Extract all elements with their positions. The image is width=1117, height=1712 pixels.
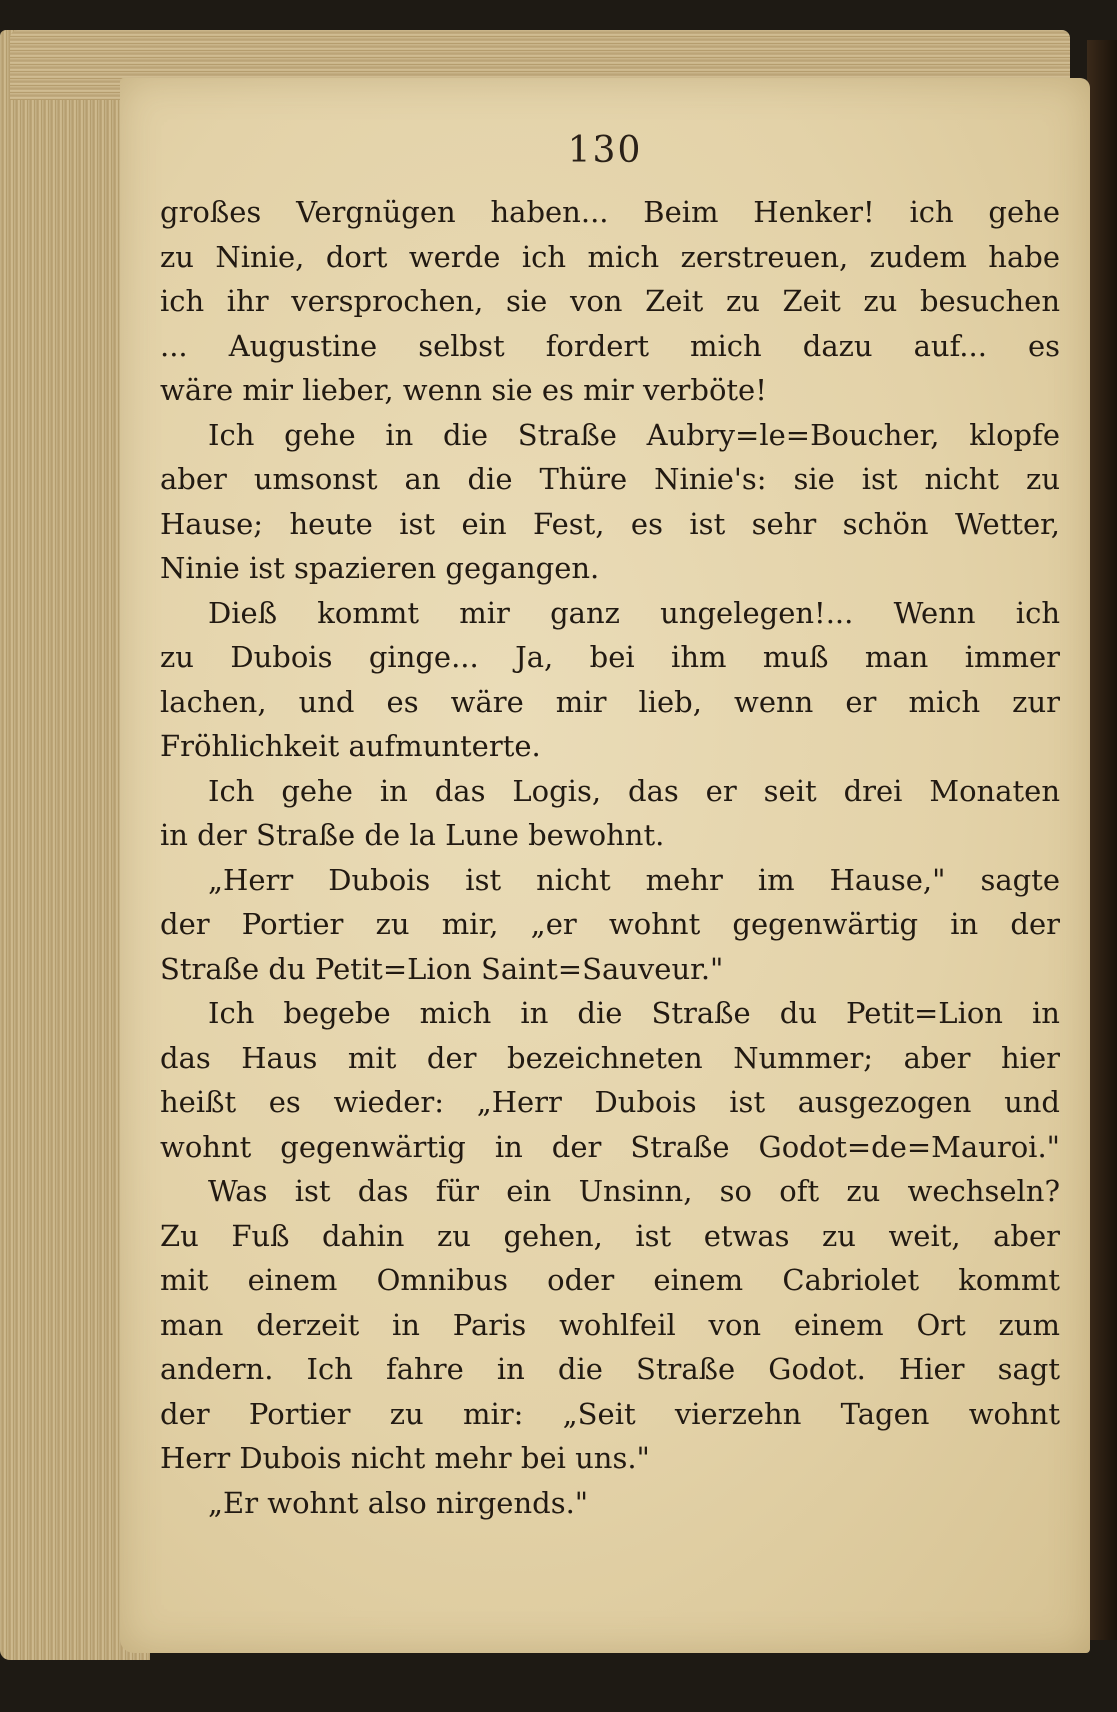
text-line: Hause; heute ist ein Fest, es ist sehr schön Wetter, <box>160 506 1060 541</box>
text-line: der Portier zu mir: „Seit vierzehn Tagen wohnt <box>160 1396 1060 1431</box>
text-line: ich ihr versprochen, sie von Zeit zu Zeit zu besuchen <box>160 284 1060 318</box>
text-line: lachen, und es wäre mir lieb, wenn er mich zur <box>160 684 1060 719</box>
text-line: Ich gehe in das Logis, das er seit drei Monaten <box>208 773 1060 808</box>
text-line: Dieß kommt mir ganz ungelegen!... Wenn ich <box>208 595 1060 630</box>
text-line: ... Augustine selbst fordert mich dazu auf... es <box>160 328 1060 363</box>
text-line: in der Straße de la Lune bewohnt. <box>160 818 665 852</box>
text-line: andern. Ich fahre in die Straße Godot. Hier sagt <box>160 1352 1060 1386</box>
text-line: Ich gehe in die Straße Aubry=le=Boucher, klopfe <box>208 417 1060 452</box>
text-line: der Portier zu mir, „er wohnt gegenwärtig in der <box>160 907 1060 941</box>
text-line: zu Ninie, dort werde ich mich zerstreuen, zudem habe <box>160 239 1060 274</box>
text-line: man derzeit in Paris wohlfeil von einem Ort zum <box>160 1307 1060 1342</box>
text-line: wohnt gegenwärtig in der Straße Godot=de=Mauroi." <box>160 1129 1060 1164</box>
book-spine <box>1087 40 1117 1640</box>
text-line: Was ist das für ein Unsinn, so oft zu wechseln? <box>208 1174 1060 1208</box>
text-line: mit einem Omnibus oder einem Cabriolet kommt <box>160 1263 1060 1297</box>
text-line: „Herr Dubois ist nicht mehr im Hause," sagte <box>208 862 1060 897</box>
text-line: heißt es wieder: „Herr Dubois ist ausgezogen und <box>160 1085 1060 1119</box>
text-line: Zu Fuß dahin zu gehen, ist etwas zu weit, aber <box>160 1218 1060 1253</box>
text-line: Straße du Petit=Lion Saint=Sauveur." <box>160 951 724 986</box>
text-line: „Er wohnt also nirgends." <box>208 1485 589 1520</box>
text-line: Ninie ist spazieren gegangen. <box>160 551 600 585</box>
text-line: das Haus mit der bezeichneten Nummer; aber hier <box>160 1040 1060 1075</box>
page-number: 130 <box>567 130 643 171</box>
text-line: Ich begebe mich in die Straße du Petit=Lion in <box>208 996 1060 1030</box>
text-line: Herr Dubois nicht mehr bei uns." <box>160 1441 650 1475</box>
text-line: zu Dubois ginge... Ja, bei ihm muß man immer <box>160 640 1060 674</box>
text-line: großes Vergnügen haben... Beim Henker! ich gehe <box>160 195 1060 229</box>
text-line: aber umsonst an die Thüre Ninie's: sie ist nicht zu <box>160 462 1060 496</box>
text-line: Fröhlichkeit aufmunterte. <box>160 729 541 763</box>
text-line: wäre mir lieber, wenn sie es mir verböte! <box>160 373 767 407</box>
body-text <box>160 190 1060 1525</box>
